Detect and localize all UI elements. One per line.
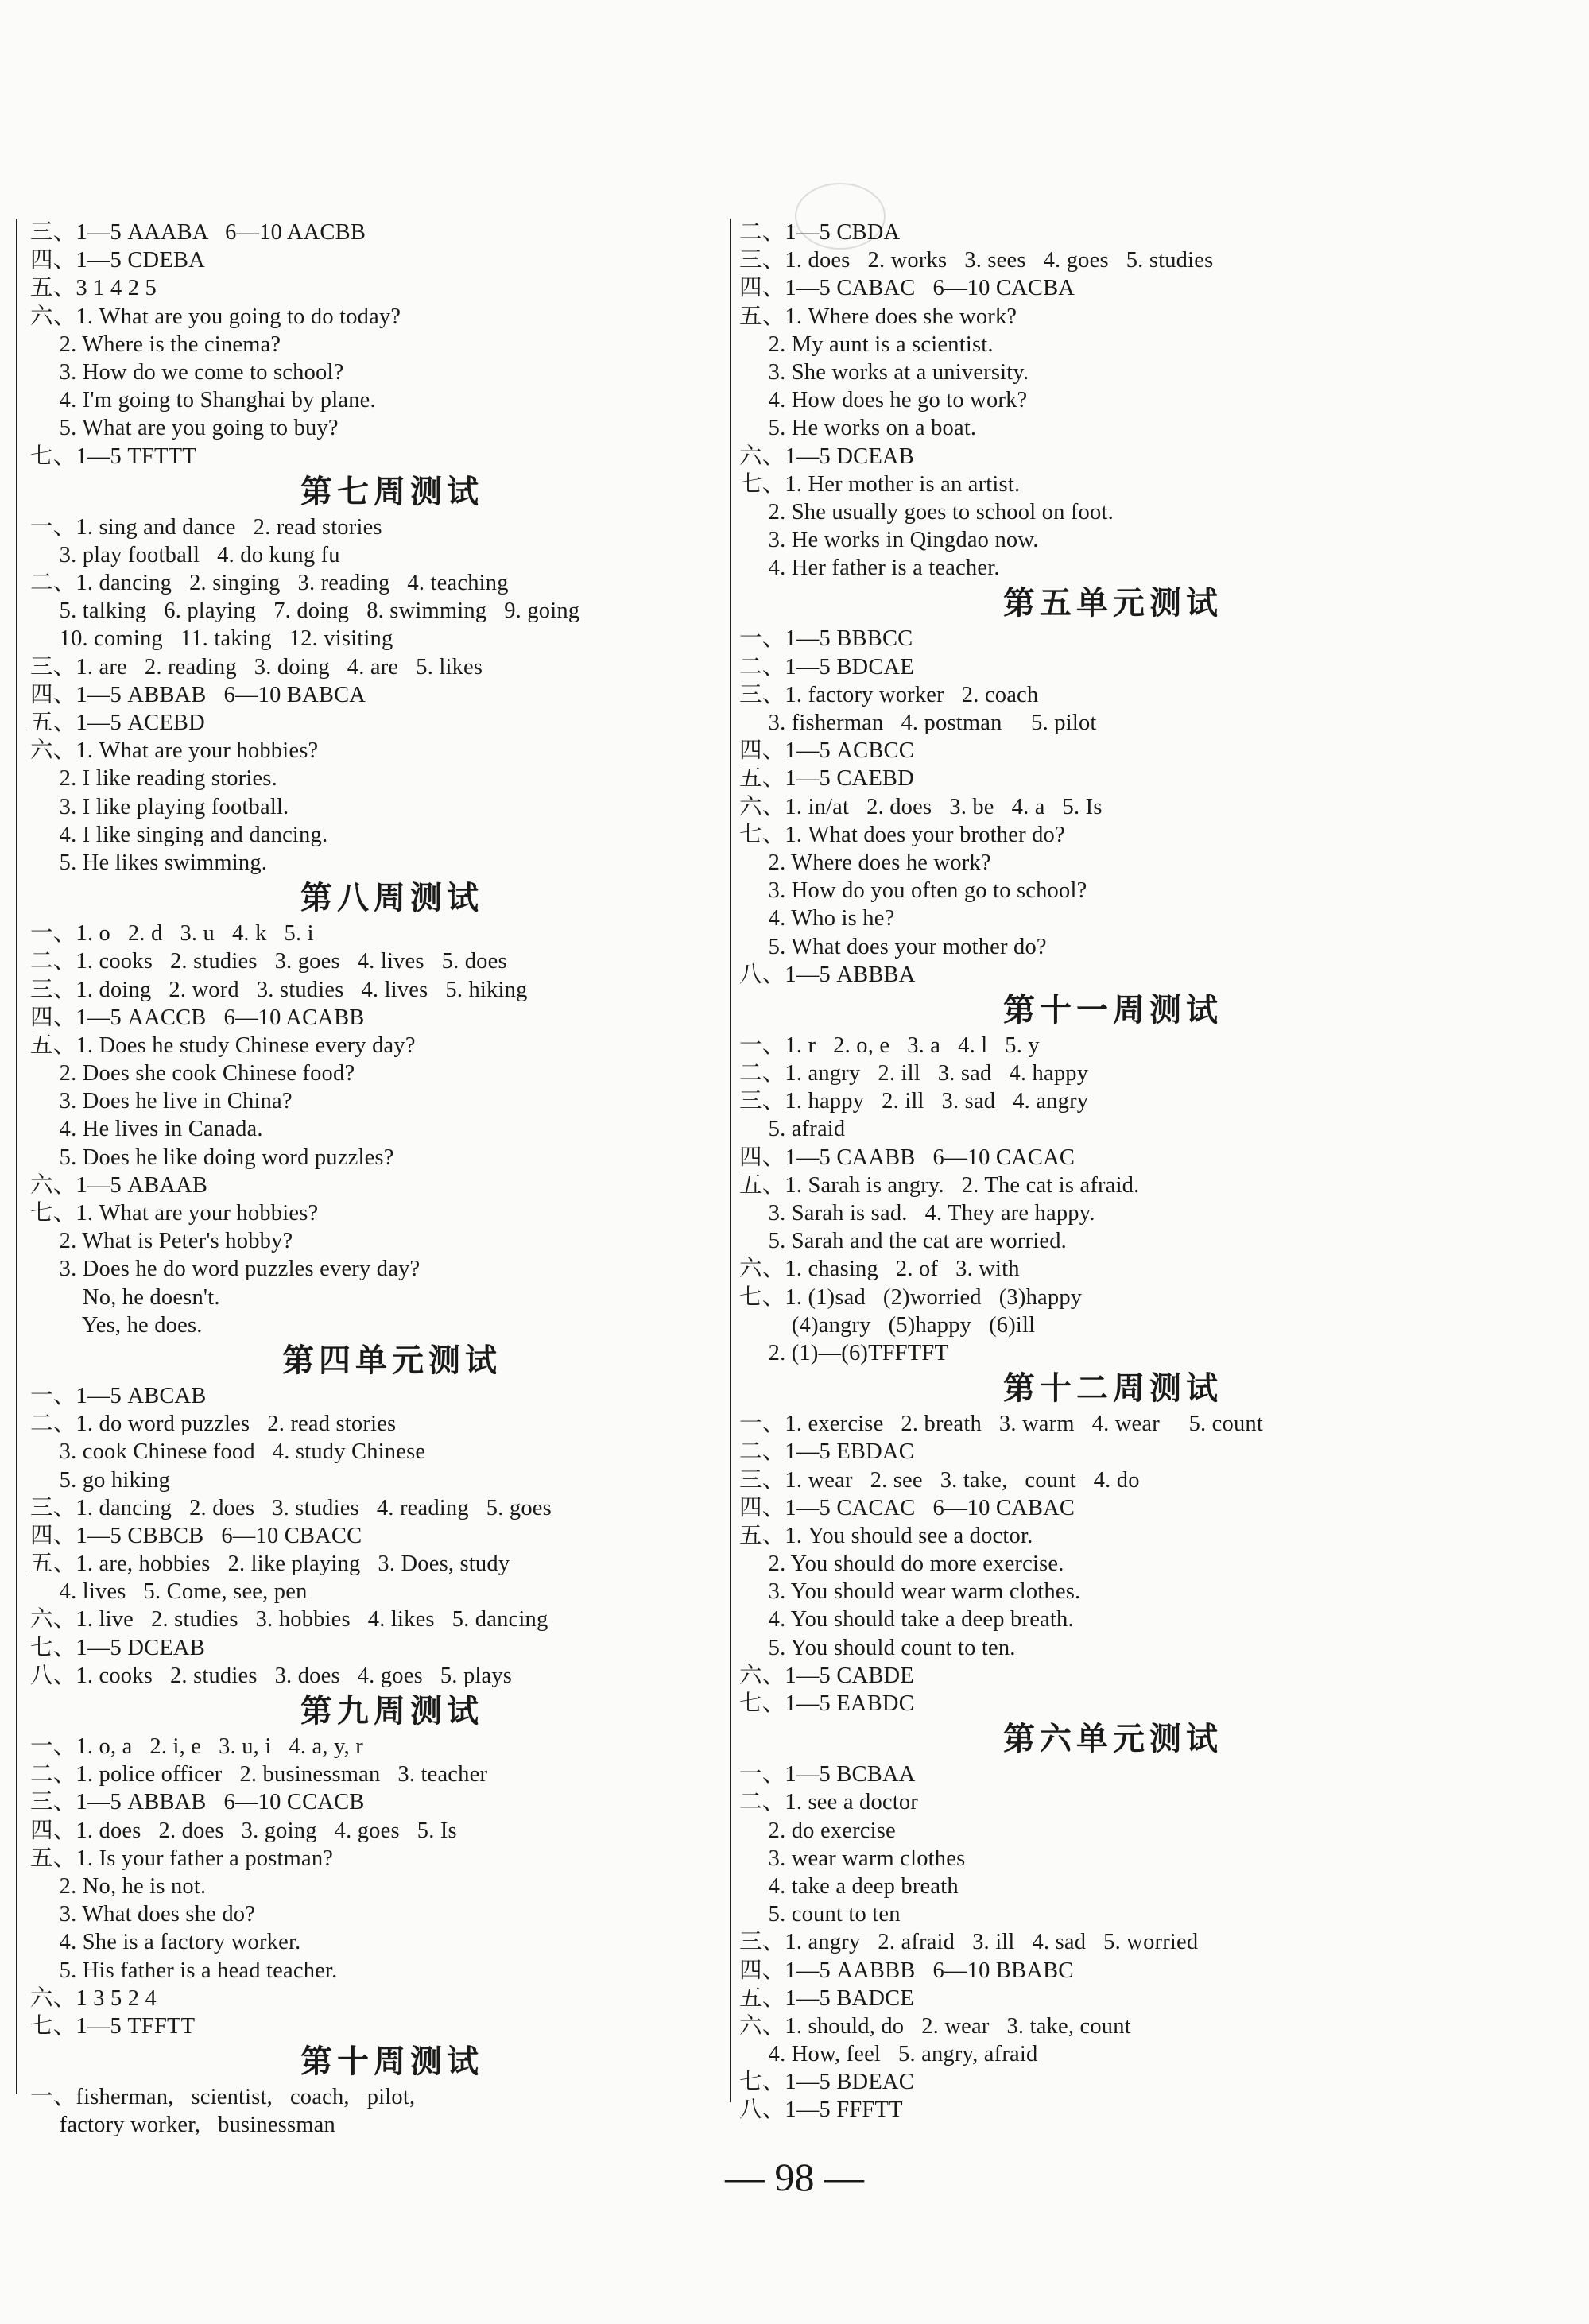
answer-line: 一、1. o, a 2. i, e 3. u, i 4. a, y, r (30, 1734, 363, 1759)
answer-line: 4. Who is he? (739, 906, 895, 932)
answer-line: 四、1—5 ACBCC (739, 738, 914, 764)
answer-line: 3. cook Chinese food 4. study Chinese (30, 1439, 426, 1465)
answer-line: 六、1 3 5 2 4 (30, 1985, 157, 2011)
answer-line: 一、1. exercise 2. breath 3. warm 4. wear 5. count (739, 1412, 1263, 1437)
answer-line: 4. How, feel 5. angry, afraid (739, 2042, 1038, 2067)
answer-line: 五、1—5 BADCE (739, 1985, 914, 2011)
page-number: — 98 — (725, 2155, 864, 2199)
answer-line: 4. He lives in Canada. (30, 1117, 263, 1142)
answer-line: 2. You should do more exercise. (739, 1551, 1064, 1577)
answer-line: 八、1—5 FFFTT (739, 2097, 903, 2123)
answer-line: 3. Sarah is sad. 4. They are happy. (739, 1201, 1095, 1226)
answer-line: 四、1—5 CBBCB 6—10 CBACC (30, 1523, 362, 1548)
answer-line: 3. How do we come to school? (30, 359, 344, 385)
answer-line: 五、1. You should see a doctor. (739, 1523, 1033, 1548)
answer-line: 五、3 1 4 2 5 (30, 276, 157, 301)
left-column (30, 219, 722, 2139)
answer-line: 5. He likes swimming. (30, 850, 268, 875)
answer-line: 二、1. cooks 2. studies 3. goes 4. lives 5. does (30, 949, 507, 974)
answer-line: 二、1. police officer 2. businessman 3. teacher (30, 1762, 488, 1788)
answer-line: 4. lives 5. Come, see, pen (30, 1579, 308, 1605)
answer-line: 4. How does he go to work? (739, 388, 1028, 413)
answer-line: 六、1. What are your hobbies? (30, 738, 319, 764)
answer-line: 七、1—5 TFTTT (30, 443, 196, 469)
answer-line: 四、1—5 CACAC 6—10 CABAC (739, 1495, 1075, 1520)
answer-line: 3. You should wear warm clothes. (739, 1579, 1081, 1605)
answer-line: 三、1. doing 2. word 3. studies 4. lives 5. hiking (30, 977, 528, 1002)
answer-line: 一、1—5 BBBCC (739, 626, 913, 652)
answer-line: 3. Does he live in China? (30, 1089, 293, 1114)
answer-line: 七、1. (1)sad (2)worried (3)happy (739, 1284, 1083, 1310)
answer-line: 五、1. Sarah is angry. 2. The cat is afraid. (739, 1172, 1140, 1198)
answer-line: 四、1. does 2. does 3. going 4. goes 5. Is (30, 1818, 457, 1843)
section-heading: 第五单元测试 (1003, 585, 1223, 622)
answer-line: 四、1—5 ABBAB 6—10 BABCA (30, 682, 366, 707)
answer-line: 5. He works on a boat. (739, 416, 977, 441)
answer-line: 七、1—5 BDEAC (739, 2070, 914, 2095)
answer-line: 六、1. chasing 2. of 3. with (739, 1257, 1020, 1282)
section-heading: 第十二周测试 (1003, 1370, 1223, 1408)
section-heading: 第六单元测试 (1003, 1721, 1223, 1758)
answer-line: 3. How do you often go to school? (739, 878, 1087, 904)
answer-line: 四、1—5 CABAC 6—10 CACBA (739, 276, 1075, 301)
answer-line: 2. Where is the cinema? (30, 331, 281, 357)
answer-line: 六、1. live 2. studies 3. hobbies 4. likes 5. dancing (30, 1607, 548, 1633)
answer-line: 七、1. What are your hobbies? (30, 1201, 319, 1226)
answer-line: 3. What does she do? (30, 1902, 256, 1927)
answer-line: 六、1. should, do 2. wear 3. take, count (739, 2013, 1131, 2039)
section-heading: 第十周测试 (300, 2043, 483, 2081)
answer-line: 七、1—5 DCEAB (30, 1635, 205, 1660)
answer-line: 2. Does she cook Chinese food? (30, 1061, 355, 1086)
answer-line: 3. She works at a university. (739, 359, 1029, 385)
answer-line: 八、1. cooks 2. studies 3. does 4. goes 5. plays (30, 1663, 513, 1688)
answer-line: 5. count to ten (739, 1902, 901, 1927)
answer-line: 2. I like reading stories. (30, 766, 277, 792)
answer-line: 4. I like singing and dancing. (30, 822, 328, 847)
answer-line: (4)angry (5)happy (6)ill (739, 1312, 1036, 1338)
answer-line: 二、1—5 BDCAE (739, 654, 914, 680)
answer-line: 五、1. Where does she work? (739, 304, 1017, 329)
answer-line: 四、1—5 AACCB 6—10 ACABB (30, 1005, 365, 1030)
section-heading: 第八周测试 (300, 880, 483, 917)
answer-line: 4. She is a factory worker. (30, 1930, 301, 1955)
answer-line: 4. You should take a deep breath. (739, 1607, 1074, 1633)
answer-line: 三、1. angry 2. afraid 3. ill 4. sad 5. worried (739, 1930, 1199, 1955)
answer-line: 六、1. in/at 2. does 3. be 4. a 5. Is (739, 794, 1103, 819)
answer-line: 七、1—5 TFFTT (30, 2013, 196, 2039)
answer-line: 2. What is Peter's hobby? (30, 1229, 293, 1254)
answer-line: 3. play football 4. do kung fu (30, 542, 340, 567)
answer-line: 六、1—5 DCEAB (739, 443, 914, 469)
answer-line: 5. What are you going to buy? (30, 416, 339, 441)
answer-line: 五、1. are, hobbies 2. like playing 3. Does, study (30, 1551, 510, 1577)
answer-line: 5. What does your mother do? (739, 934, 1047, 959)
answer-line: 4. Her father is a teacher. (739, 556, 1000, 581)
answer-line: 三、1—5 AAABA 6—10 AACBB (30, 220, 366, 245)
section-heading: 第九周测试 (300, 1693, 483, 1729)
answer-line: 3. He works in Qingdao now. (739, 528, 1039, 553)
answer-line: 一、1—5 BCBAA (739, 1762, 916, 1788)
answer-line: 5. Does he like doing word puzzles? (30, 1145, 394, 1170)
column-divider (730, 219, 731, 2102)
answer-line: 三、1. does 2. works 3. sees 4. goes 5. studies (739, 248, 1214, 273)
section-heading: 第七周测试 (300, 473, 483, 510)
answer-line: 3. I like playing football. (30, 794, 289, 819)
answer-line: 5. afraid (739, 1117, 846, 1142)
answer-line: 5. You should count to ten. (739, 1635, 1016, 1660)
answer-line: 五、1. Is your father a postman? (30, 1846, 334, 1871)
answer-line: 5. talking 6. playing 7. doing 8. swimming 9. going (30, 598, 580, 624)
answer-line: 三、1. dancing 2. does 3. studies 4. reading 5. goes (30, 1495, 552, 1520)
answer-line: 七、1. What does your brother do? (739, 822, 1065, 847)
answer-line: 2. Where does he work? (739, 850, 991, 875)
answer-line: 一、fisherman, scientist, coach, pilot, (30, 2085, 416, 2110)
answer-line: 六、1—5 CABDE (739, 1663, 914, 1688)
answer-line: 七、1. Her mother is an artist. (739, 471, 1021, 497)
answer-line: 5. Sarah and the cat are worried. (739, 1229, 1067, 1254)
left-margin-rule (16, 219, 17, 2094)
answer-line: 三、1—5 ABBAB 6—10 CCACB (30, 1790, 365, 1815)
answer-line: 二、1—5 EBDAC (739, 1439, 914, 1465)
answer-line: 五、1. Does he study Chinese every day? (30, 1032, 416, 1058)
answer-line: 2. She usually goes to school on foot. (739, 499, 1114, 525)
answer-line: 二、1—5 CBDA (739, 220, 901, 245)
answer-line: 六、1—5 ABAAB (30, 1172, 208, 1198)
answer-line: 六、1. What are you going to do today? (30, 304, 401, 329)
answer-line: 三、1. happy 2. ill 3. sad 4. angry (739, 1089, 1089, 1114)
answer-line: 2. No, he is not. (30, 1873, 207, 1899)
answer-line: 三、1. are 2. reading 3. doing 4. are 5. likes (30, 654, 483, 680)
answer-line: 二、1. dancing 2. singing 3. reading 4. teaching (30, 571, 509, 596)
answer-line: 10. coming 11. taking 12. visiting (30, 626, 393, 652)
right-column (739, 219, 1471, 2125)
answer-line: 4. I'm going to Shanghai by plane. (30, 388, 376, 413)
answer-line: 一、1. sing and dance 2. read stories (30, 514, 382, 540)
answer-line: 4. take a deep breath (739, 1873, 959, 1899)
answer-line: 七、1—5 EABDC (739, 1691, 914, 1716)
answer-line: 四、1—5 CAABB 6—10 CACAC (739, 1145, 1075, 1170)
answer-line: 四、1—5 AABBB 6—10 BBABC (739, 1958, 1074, 1983)
answer-line: 3. Does he do word puzzles every day? (30, 1257, 421, 1282)
answer-line: 2. do exercise (739, 1818, 896, 1843)
answer-line: 二、1. angry 2. ill 3. sad 4. happy (739, 1061, 1089, 1086)
answer-line: Yes, he does. (30, 1312, 203, 1338)
answer-line: 四、1—5 CDEBA (30, 248, 205, 273)
answer-line: 一、1. o 2. d 3. u 4. k 5. i (30, 921, 314, 947)
answer-line: 五、1—5 CAEBD (739, 766, 914, 792)
answer-line: 一、1. r 2. o, e 3. a 4. l 5. y (739, 1032, 1040, 1058)
answer-line: 5. go hiking (30, 1467, 170, 1493)
answer-line: 五、1—5 ACEBD (30, 711, 205, 735)
answer-line: 2. (1)—(6)TFFTFT (739, 1340, 949, 1365)
section-heading: 第四单元测试 (282, 1342, 502, 1379)
answer-line: 3. fisherman 4. postman 5. pilot (739, 711, 1097, 735)
section-heading: 第十一周测试 (1003, 991, 1223, 1028)
answer-line: 二、1. do word puzzles 2. read stories (30, 1412, 397, 1437)
answer-line: 2. My aunt is a scientist. (739, 331, 994, 357)
answer-line: 八、1—5 ABBBA (739, 962, 916, 987)
answer-line: 三、1. wear 2. see 3. take, count 4. do (739, 1467, 1140, 1493)
answer-line: 一、1—5 ABCAB (30, 1383, 207, 1408)
answer-line: No, he doesn't. (30, 1284, 220, 1310)
answer-line: 3. wear warm clothes (739, 1846, 966, 1871)
answer-line: 三、1. factory worker 2. coach (739, 682, 1039, 707)
answer-line: factory worker, businessman (30, 2113, 335, 2138)
answer-line: 5. His father is a head teacher. (30, 1958, 338, 1983)
answer-line: 二、1. see a doctor (739, 1790, 918, 1815)
